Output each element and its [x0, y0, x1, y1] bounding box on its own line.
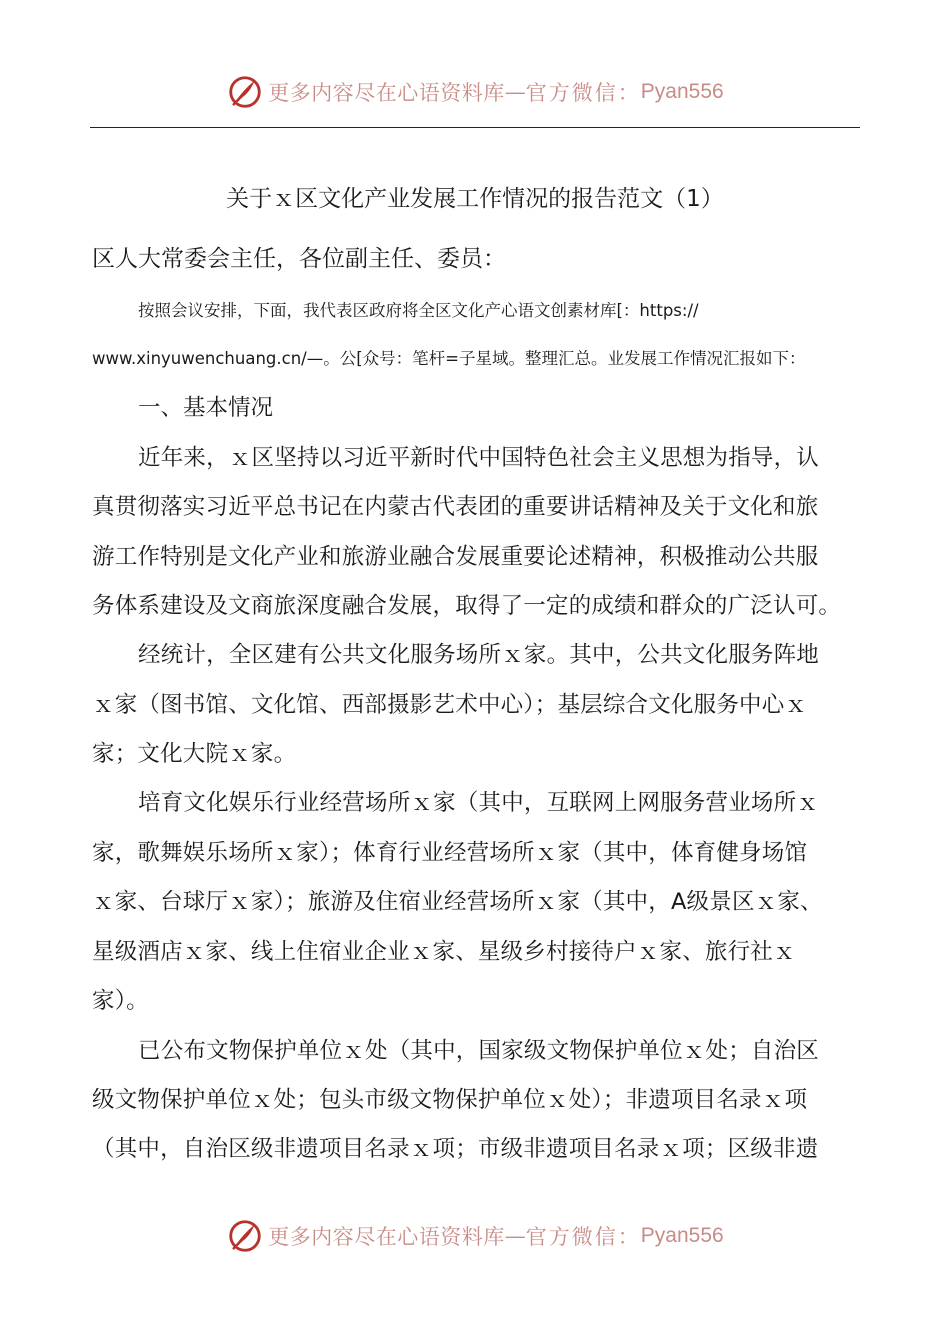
- paragraph-line: 级文物保护单位ｘ处；包头市级文物保护单位ｘ处）；非遗项目名录ｘ项: [92, 1087, 808, 1113]
- paragraph-line: 家，歌舞娱乐场所ｘ家）；体育行业经营场所ｘ家（其中，体育健身场馆: [92, 840, 808, 866]
- paragraph-line: 培育文化娱乐行业经营场所ｘ家（其中，互联网上网服务营业场所ｘ: [138, 790, 820, 816]
- footer-dash: —: [504, 1224, 526, 1248]
- paragraph-line: （其中，自治区级非遗项目名录ｘ项；市级非遗项目名录ｘ项；区级非遗: [92, 1136, 819, 1162]
- header-wechat-label: 官方微信：: [525, 81, 641, 105]
- header-dash: —: [504, 80, 526, 104]
- footer-banner: [0, 1214, 950, 1258]
- paragraph-line: 务体系建设及文商旅深度融合发展，取得了一定的成绩和群众的广泛认可。: [92, 593, 842, 619]
- header-banner: [0, 70, 950, 114]
- header-divider: [90, 127, 860, 128]
- paragraph-line: 星级酒店ｘ家、线上住宿业企业ｘ家、星级乡村接待户ｘ家、旅行社ｘ: [92, 939, 796, 965]
- intro-line: 按照会议安排，下面，我代表区政府将全区文化产心语文创素材库[：https://: [138, 301, 699, 320]
- paragraph-line: 经统计，全区建有公共文化服务场所ｘ家。其中，公共文化服务阵地: [138, 642, 820, 668]
- section-heading: 一、基本情况: [138, 395, 274, 421]
- paragraph-line: 近年来，ｘ区坚持以习近平新时代中国特色社会主义思想为指导，认: [138, 445, 820, 471]
- paragraph-line: ｘ家、台球厅ｘ家）；旅游及住宿业经营场所ｘ家（其中，A级景区ｘ家、: [92, 889, 823, 915]
- paragraph-line: 游工作特别是文化产业和旅游业融合发展重要论述精神，积极推动公共服: [92, 544, 819, 570]
- paragraph-line: 家；文化大院ｘ家。: [92, 741, 297, 767]
- document-salutation: 区人大常委会主任，各位副主任、委员：: [92, 246, 506, 272]
- footer-wechat-label: 官方微信：: [525, 1225, 641, 1249]
- document-title: 关于ｘ区文化产业发展工作情况的报告范文（1）: [226, 186, 724, 212]
- quill-pen-logo-icon: [226, 73, 264, 111]
- header-wechat-id: Pyan556: [640, 80, 724, 103]
- paragraph-line: ｘ家（图书馆、文化馆、西部摄影艺术中心）；基层综合文化服务中心ｘ: [92, 692, 808, 718]
- header-slogan: 更多内容尽在心语资料库: [268, 81, 505, 105]
- paragraph-line: 已公布文物保护单位ｘ处（其中，国家级文物保护单位ｘ处；自治区: [138, 1038, 820, 1064]
- quill-pen-logo-icon: [226, 1217, 264, 1255]
- intro-line: www.xinyuwenchuang.cn/—。公[众号：笔杆=子星域。整理汇总。业发展工作情况汇报如下：: [92, 349, 806, 368]
- footer-wechat-id: Pyan556: [640, 1224, 724, 1247]
- paragraph-line: 家）。: [92, 988, 149, 1014]
- footer-slogan: 更多内容尽在心语资料库: [268, 1225, 505, 1249]
- paragraph-line: 真贯彻落实习近平总书记在内蒙古代表团的重要讲话精神及关于文化和旅: [92, 494, 819, 520]
